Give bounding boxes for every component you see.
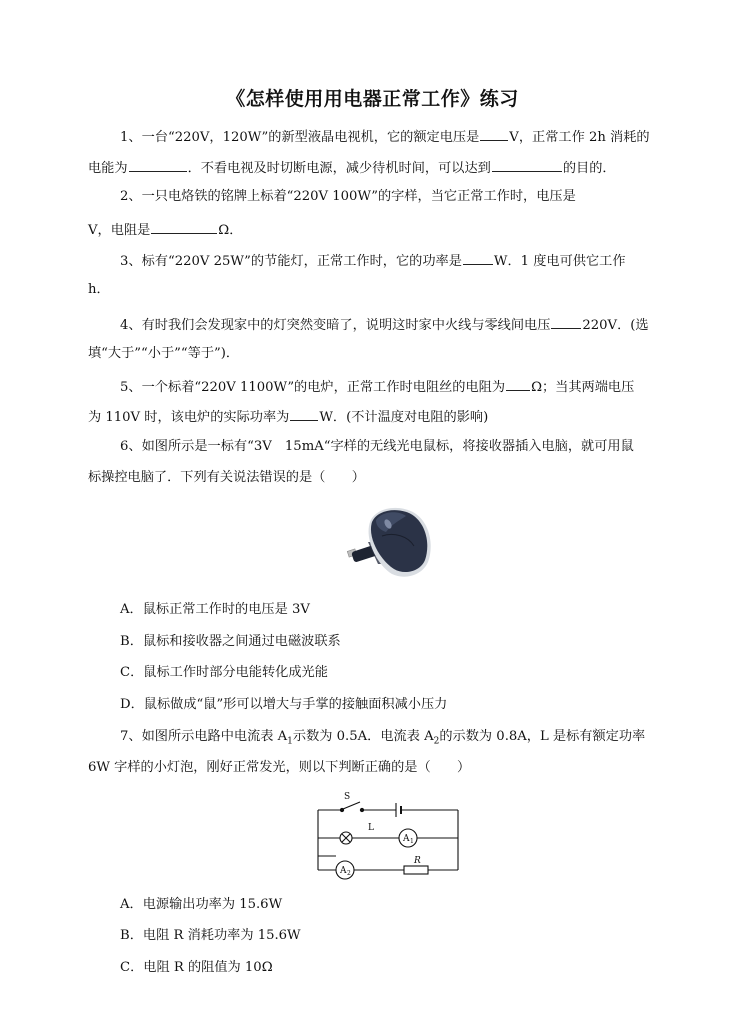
q7-text-1c: 的示数为 0.8A，L 是标有额定功率 bbox=[439, 729, 646, 744]
q4-text-1a: 4、有时我们会发现家中的灯突然变暗了，说明这时家中火线与零线间电压 bbox=[120, 318, 551, 333]
lamp-label: L bbox=[368, 823, 374, 833]
q5-text-1b: Ω；当其两端电压 bbox=[531, 380, 635, 395]
q1-line-1 bbox=[120, 128, 650, 144]
q5-text-1a: 5、一个标着“220V 1100W”的电炉，正常工作时电阻丝的电阻为 bbox=[120, 380, 506, 395]
q7-option-b: B．电阻 R 消耗功率为 15.6W bbox=[120, 928, 301, 943]
circuit-diagram bbox=[312, 790, 464, 886]
q7-option-a: A．电源输出功率为 15.6W bbox=[120, 897, 283, 912]
q5-text-2a: 为 110V 时，该电炉的实际功率为 bbox=[88, 410, 290, 425]
q7-sub-1: 1 bbox=[287, 736, 293, 747]
resistor-symbol bbox=[404, 866, 428, 874]
q6-option-c: C．鼠标工作时部分电能转化成光能 bbox=[120, 665, 328, 680]
q6-option-a: A．鼠标正常工作时的电压是 3V bbox=[120, 602, 310, 617]
q6-line-2: 标操控电脑了．下列有关说法错误的是（ ） bbox=[88, 470, 365, 485]
q1-text-2c: 的目的． bbox=[562, 161, 616, 176]
q3-line-1 bbox=[120, 252, 626, 268]
q1-blank-energy bbox=[129, 159, 187, 172]
q4-blank-compare bbox=[551, 316, 581, 329]
q1-text-1a: 1、一台“220V，120W”的新型液晶电视机，它的额定电压是 bbox=[120, 130, 480, 145]
q3-line-2: h． bbox=[88, 282, 110, 297]
q7-line-1 bbox=[120, 730, 645, 747]
ammeter-a1-sub: 1 bbox=[410, 838, 414, 845]
q5-blank-power bbox=[290, 408, 318, 421]
q1-line-2 bbox=[88, 159, 616, 175]
mouse-body bbox=[369, 508, 431, 577]
q3-text-1b: W．1 度电可供它工作 bbox=[493, 254, 626, 269]
q4-line-2: 填“大于”“小于”“等于”)． bbox=[88, 346, 240, 361]
q7-option-c: C．电阻 R 的阻值为 10Ω bbox=[120, 960, 273, 975]
switch-contact-right bbox=[360, 808, 363, 811]
resistor-label: R bbox=[414, 856, 421, 866]
wireless-mouse-image bbox=[342, 502, 434, 580]
q4-line-1 bbox=[120, 316, 649, 332]
q4-text-1b: 220V．(选 bbox=[582, 318, 649, 333]
q3-blank-power bbox=[463, 252, 493, 265]
q5-line-1 bbox=[120, 378, 634, 394]
q1-blank-purpose bbox=[492, 159, 562, 172]
q2-text-2b: Ω． bbox=[218, 223, 243, 238]
q1-blank-voltage bbox=[480, 128, 508, 141]
q5-text-2b: W．(不计温度对电阻的影响) bbox=[319, 410, 489, 425]
q2-text-2a: V，电阻是 bbox=[88, 223, 151, 238]
q6-line-1: 6、如图所示是一标有“3V 15mA“字样的无线光电鼠标，将接收器插入电脑，就可用鼠 bbox=[120, 439, 634, 454]
q2-blank-resistance bbox=[151, 221, 217, 234]
q7-sub-2: 2 bbox=[433, 736, 440, 747]
q1-text-2a: 电能为 bbox=[88, 161, 128, 176]
q5-line-2 bbox=[88, 408, 488, 424]
q2-line-2 bbox=[88, 221, 242, 237]
q3-text-1a: 3、标有“220V 25W”的节能灯，正常工作时，它的功率是 bbox=[120, 254, 462, 269]
ammeter-a2-label: A bbox=[340, 866, 347, 876]
switch-label: S bbox=[344, 792, 351, 802]
q6-option-b: B．鼠标和接收器之间通过电磁波联系 bbox=[120, 634, 341, 649]
q7-line-2: 6W 字样的小灯泡，刚好正常发光，则以下判断正确的是（ ） bbox=[88, 760, 471, 775]
q5-blank-resistance bbox=[506, 378, 530, 391]
q1-text-2b: ．不看电视及时切断电源，减少待机时间，可以达到 bbox=[187, 161, 491, 176]
q6-option-d: D．鼠标做成“鼠”形可以增大与手掌的接触面积减小压力 bbox=[120, 697, 448, 712]
ammeter-a2-sub: 2 bbox=[347, 870, 351, 877]
page-title: 《怎样使用用电器正常工作》练习 bbox=[226, 88, 519, 110]
q1-text-1b: V，正常工作 2h 消耗的 bbox=[509, 130, 650, 145]
ammeter-a1-label: A bbox=[403, 834, 410, 844]
q7-text-1a: 7、如图所示电路中电流表 A bbox=[120, 729, 288, 744]
switch-blade bbox=[343, 802, 360, 809]
q7-text-1b: 示数为 0.5A．电流表 A bbox=[292, 729, 434, 744]
q2-line-1: 2、一只电烙铁的铭牌上标着“220V 100W”的字样，当它正常工作时，电压是 bbox=[120, 189, 576, 204]
